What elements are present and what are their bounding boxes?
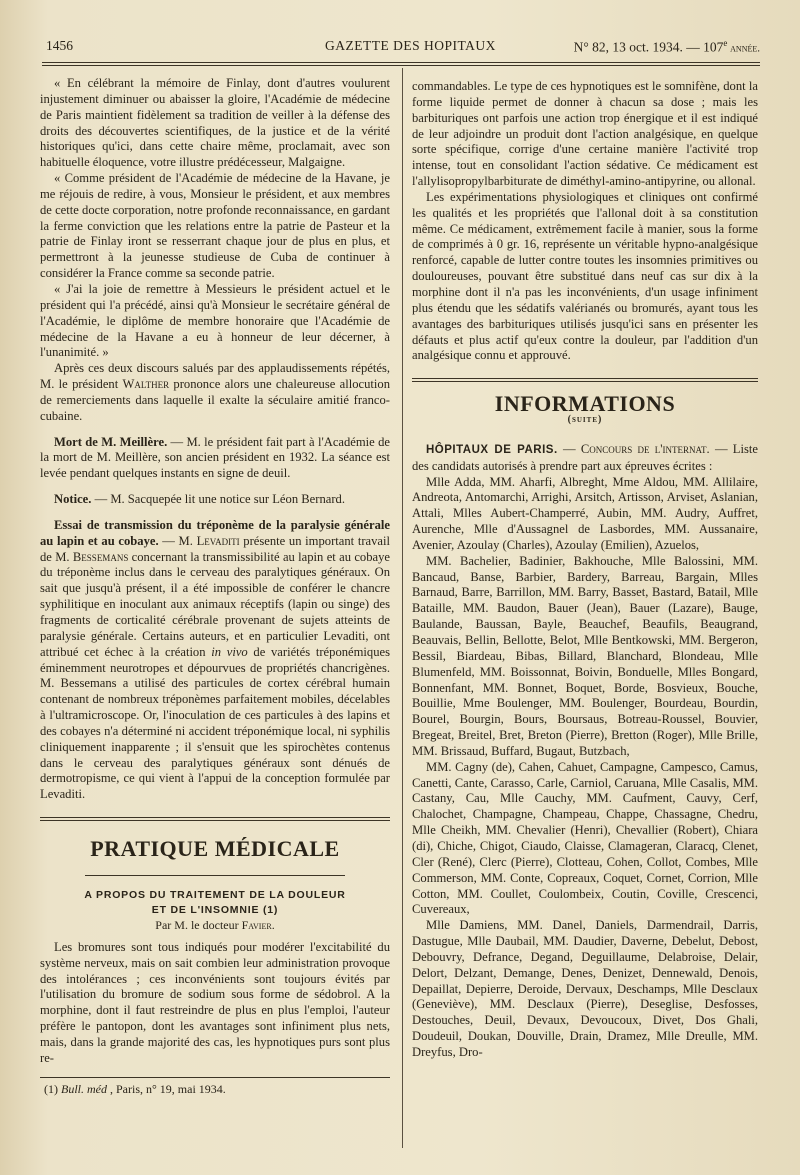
footnote: (1) Bull. méd , Paris, n° 19, mai 1934.	[44, 1081, 226, 1096]
candidate-list-c: MM. Cagny (de), Cahen, Cahuet, Campagne, Campesco, Camus, Canetti, Cante, Carasso, Carle, Carniol, Caruana, Mlle Casalis, MM. Castany, Cau, Mlle Cauchy, MM. Caufment, Cauvy, Cerf, Chalochet, Champagne, Champeau, Chappe, Chassagne, Chedru, Mlle Cheikh, MM. Chevalier (Henri), Chevallier (Robert), Chiara (di), Chiche, Chigot, Ciaudo, Claisse, Clamageran, Claracq, Clenet, Cler (René), Clerc (Pierre), Clotteau, Cohen, Collot, Combes, Mlle Commerson, MM. Conte, Copreaux, Coquet, Cornet, Corrion, Mlle Cotton, MM. Coullet, Coulombeix, Coutin, Coville, Crescenci, Cuvereaux,	[412, 759, 758, 917]
paragraph-mort: Mort de M. Meillère. — M. le président fait part à l'Académie de la mort de M. Meillère, son ancien président en 1932. La séance est levée pendant quelques instants en signe de deuil.	[40, 434, 390, 481]
issue-info: N° 82, 13 oct. 1934. — 107e année.	[573, 38, 760, 55]
page-header	[40, 38, 760, 58]
left-column	[40, 76, 390, 1097]
paragraph-bromures: Les bromures sont tous indiqués pour modérer l'excitabilité du système nerveux, mais on sait combien leur administration provoque des intolérances ; ces inconvénients sont toujours évités par l'utilisation du bromure de sodium sous forme de sédobrol. A la morphine, dont il faut restreindre de plus en plus l'emploi, l'auteur préfère le pantopon, dont les avantages sont infiniment plus nets, mais, dans la grande majorité des cas, les hypnotiques purs sont plus re-	[40, 939, 390, 1065]
paragraph-hopitaux: HÔPITAUX DE PARIS. — Concours de l'internat. — Liste des candidats autorisés à prendre part aux épreuves écrites :	[412, 441, 758, 473]
header-rule-2	[42, 65, 760, 66]
paragraph-applause: Après ces deux discours salués par des applaudissements répétés, M. le président Walther prononce alors une chaleureuse allocution de remerciements dans laquelle il exalte la séculaire amitié franco-cubaine.	[40, 361, 390, 423]
right-column	[412, 79, 758, 1061]
page-number: 1456	[46, 38, 73, 53]
section-title-pratique-medicale: PRATIQUE MÉDICALE	[90, 836, 340, 862]
article-byline: Par M. le docteur Favier.	[155, 917, 275, 932]
section-rule	[40, 817, 390, 818]
article-title: A PROPOS DU TRAITEMENT DE LA DOULEUR ET DE L'INSOMNIE (1)	[84, 888, 346, 916]
candidate-list-b: MM. Bachelier, Badinier, Bakhouche, Mlle Balossini, MM. Bancaud, Banse, Barbier, Bardery, Barreau, Bargain, Mlles Barnaud, Barre, Barrillon, MM. Barry, Basset, Bastard, Batail, Mlle Bataille, MM. Baudon, Bauer (Jean), Bauer (Lazare), Bauge, Baulande, Baussan, Bayle, Beauchef, Beaufils, Beaugrand, Beauvais, Bellin, Bellotte, Belot, Mlle Bentkowski, MM. Bergeron, Bessil, Biardeau, Bibas, Billard, Blanchard, Blondeau, Mlle Blumenfeld, MM. Boissonnat, Boivin, Bonduelle, Mlles Bongard, Bonnenfant, MM. Bonnet, Boquet, Borde, Bosvieux, Bouche, Bouillie, Mme Boulenger, MM. Boulenger, Bourdeau, Bourdin, Bourel, Bourgin, Bours, Boursaus, Botreau-Roussel, Bouvier, Bregeat, Breitel, Bret, Breton (Pierre), Bretton (Roger), Mlle Brille, MM. Brissaud, Buffard, Bugaut, Butzbach,	[412, 553, 758, 758]
paragraph-diplome: « J'ai la joie de remettre à Messieurs le président actuel et le président qui l'a précédé, ainsi qu'à Monsieur le secrétaire général de l'Académie, le diplôme de membre honoraire que l'Académie de médecine de la Havane a eu à honneur de leur décerner, à l'unanimité. »	[40, 281, 390, 360]
section-rule	[412, 378, 758, 379]
section-subtitle: (suite)	[567, 414, 603, 426]
column-divider	[402, 68, 403, 1148]
paragraph-notice: Notice. — M. Sacquepée lit une notice sur Léon Bernard.	[54, 492, 345, 507]
section-title-informations: INFORMATIONS	[494, 391, 676, 417]
section-rule-2	[412, 381, 758, 382]
section-rule-2	[40, 820, 390, 821]
paragraph-havane: « Comme président de l'Académie de médecine de la Havane, je me réjouis de redire, à vous, Monsieur le président, et aux membres de cette docte corporation, notre profonde reconnaissance, en gardant la ferme conviction que les relations entre la patrie de Pasteur et la patrie de Finlay iront se resserrant chaque jour de plus en plus, et permettront à la jeunesse studieuse de Cuba de continuer à considérer la France comme sa seconde patrie.	[40, 171, 390, 281]
publication-title: GAZETTE DES HOPITAUX	[325, 38, 496, 53]
section-rule-3	[85, 875, 345, 876]
candidate-list-a: Mlle Adda, MM. Aharfi, Albreght, Mme Aldou, MM. Allilaire, Andreota, Antomarchi, Arrighi, Arsitch, Artisson, Arviset, Aslanian, Attali, Mlles Aubert-Champerré, Aubin, MM. Audry, Auffret, Aurenche, Mlle d'Aussagnel de Lasbordes, MM. Aussanaire, Avenier, Azoulay (Charles), Azoulay (Emilien), Azuelos,	[412, 474, 758, 552]
paragraph-finlay: « En célébrant la mémoire de Finlay, dont d'autres voulurent injustement diminuer ou abaisser la gloire, l'Académie de médecine de Paris maintient fidèlement sa tradition de veiller à la défense des droits des découvertes scientifiques, de la justice et de la vérité historiques qu'ici, dans cette chaire même, proclamait, avec son habituelle éloquence, votre illustre prédécesseur, Malgaigne.	[40, 76, 390, 170]
candidate-list-d: Mlle Damiens, MM. Danel, Daniels, Darmendrail, Darris, Dastugue, Mlle Daubail, MM. Daudier, Daverne, Debelut, Debost, Debouvry, Defrance, Degand, Deguillaume, Delabroise, Delair, Delort, Delzant, Demange, Denes, Denizet, Dennewald, Denois, Depaillat, Depierre, Deroide, Dervaux, Deschamps, Mlle Desclaux (Geneviève), MM. Desclaux (Pierre), Deseglise, Desfosses, Destouches, Deuil, Devaux, Devoucoux, Divet, Dos Ghali, Doudeuil, Doukan, Douville, Drain, Dramez, Mlle Dreulle, MM. Dreyfus, Dro-	[412, 918, 758, 1059]
paragraph-essai: Essai de transmission du tréponème de la paralysie générale au lapin et au cobaye. — M. Levaditi présente un important travail de M. Bessemans concernant la transmissibilité au lapin et au cobaye du tréponème inclus dans le cerveau des paralytiques généraux. On sait que jusqu'à présent, il a été impossible de conférer le chancre syphilitique en inoculant aux animaux réceptifs (lapin ou singe) des fragments de corticalité cérébrale provenant de sujets atteints de paralysie générale. Certains auteurs, et en particulier Levaditi, ont attribué cet échec à la création in vivo de variétés tréponémiques éminemment neurotropes et dépourvues de propriétés chancrigènes. M. Bessemans a utilisé des particules de cortex cérébral humain contenant de nombreux tréponèmes parfaitement mobiles, décelables à l'ultramicroscope. Or, l'inoculation de ces particules à des lapins et des cobayes n'a déterminé ni accident tréponémique local, ni syphilis cliniquement inapparente ; il s'ensuit que les spirochètes contenus dans le cerveau des paralytiques généraux sont dénués de dermotropisme, ce qui vient à l'appui de la conception formulée par Levaditi.	[40, 517, 391, 802]
paragraph-hypnotiques: commandables. Le type de ces hypnotiques est le somnifène, dont la forme liquide permet de donner à chacun sa dose ; mais les barbituriques ont parfois une action trop énergique et il est indiqué de leur adjoindre un produit dont l'action analgésique, en quelque sorte spécifique, corrige d'une certaine manière l'activité trop intense, tout en consolidant l'action sédative. Ce médicament est l'allylisopropylbarbiturate de diméthyl-amino-antipyrine, ou allonal.	[412, 79, 758, 189]
footnote-rule	[40, 1077, 390, 1078]
paragraph-allonal: Les expérimentations physiologiques et cliniques ont confirmé les qualités et les propriétés que l'allonal doit à sa constitution même. Ce médicament, extrêmement facile à manier, sous la forme de comprimés à 0 gr. 16, représente un véritable hypno-analgésique renforcé, capable de lutter contre toutes les insomnies primitives ou douloureuses, pouvant être substitué dans neuf cas sur dix à la morphine dont il n'a pas les inconvénients, d'un usage infiniment plus étendu que les sédatifs valérianés ou bromurés, ayant tous les avantages des barbituriques utilisés jusqu'ici sans en présenter les défauts et plus actif qu'eux contre la douleur, par l'addition d'un analgésique connu et approuvé.	[412, 189, 758, 363]
header-rule	[42, 62, 760, 63]
